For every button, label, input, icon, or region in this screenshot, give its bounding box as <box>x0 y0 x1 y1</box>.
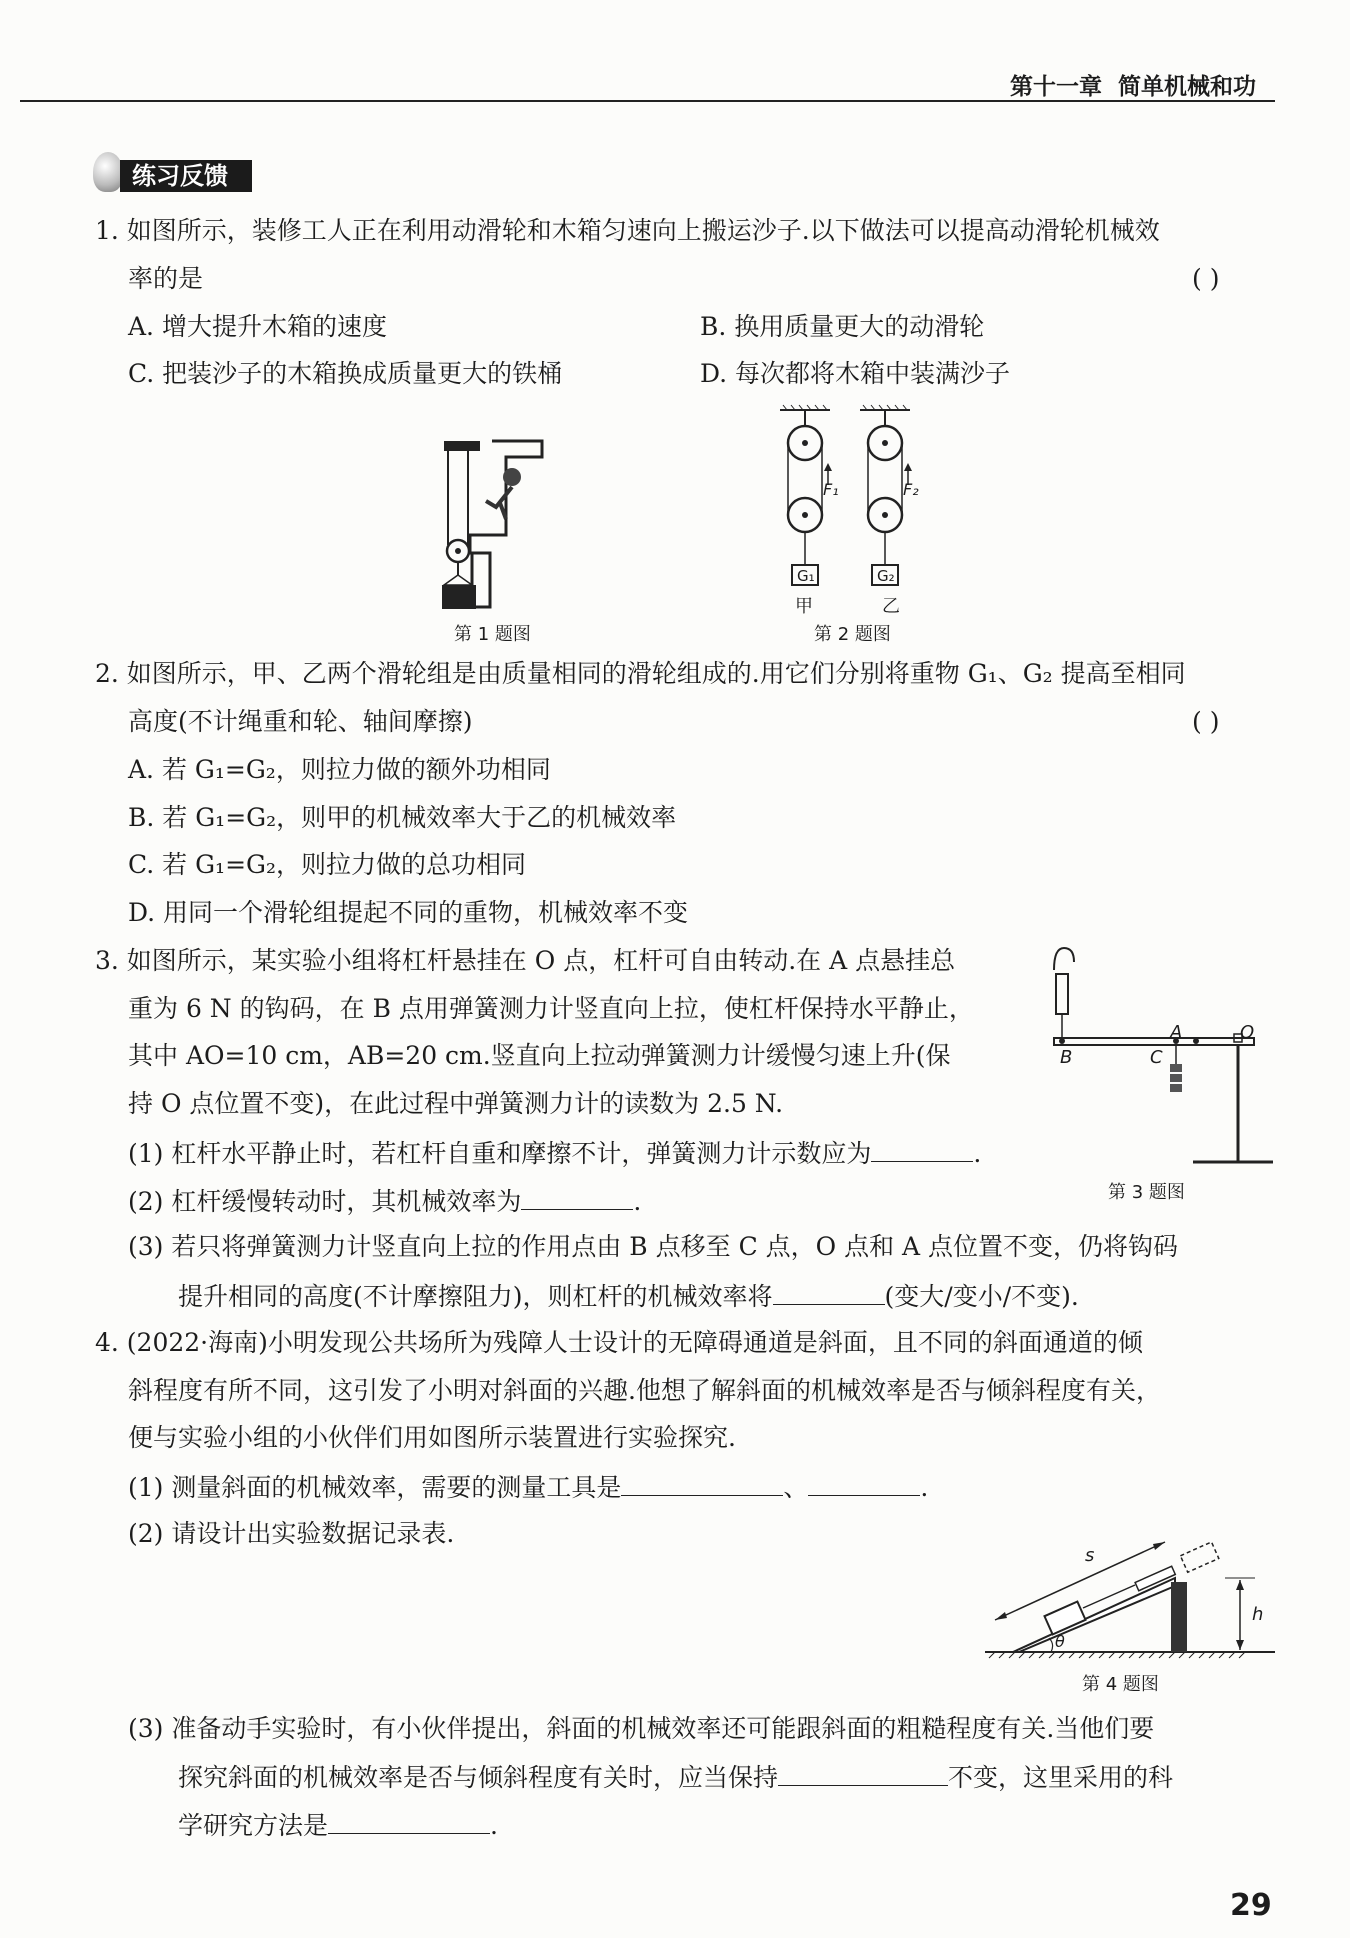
q3-sub1-text: (1) 杠杆水平静止时，若杠杆自重和摩擦不计，弹簧测力计示数应为 <box>128 1139 872 1168</box>
q3-line3: 其中 AO=10 cm，AB=20 cm.竖直向上拉动弹簧测力计缓慢匀速上升(保 <box>128 1041 951 1070</box>
q3-sub2 <box>128 1187 641 1214</box>
q1-line1: 1. 如图所示，装修工人正在利用动滑轮和木箱匀速向上搬运沙子.以下做法可以提高动滑轮机械效 <box>95 216 1160 245</box>
q2-line1: 2. 如图所示，甲、乙两个滑轮组是由质量相同的滑轮组成的.用它们分别将重物 G₁、G₂ 提高至相同 <box>95 659 1186 688</box>
q2-line2: 高度(不计绳重和轮、轴间摩擦) <box>128 707 473 736</box>
fig3-label-B: B <box>1060 1047 1073 1068</box>
q4-sub1-period: . <box>920 1473 929 1502</box>
q2-option-c: C. 若 G₁=G₂，则拉力做的总功相同 <box>128 850 527 879</box>
fig3-caption: 第 3 题图 <box>1108 1182 1185 1203</box>
q4-sub1-blank2[interactable] <box>808 1473 920 1496</box>
q4-sub3-period: . <box>490 1811 498 1840</box>
fig3-lever-apparatus <box>1048 940 1278 1170</box>
fig2-label-f2: F₂ <box>903 480 919 499</box>
page-number: 29 <box>1230 1888 1272 1923</box>
q4-line2: 斜程度有所不同，这引发了小明对斜面的兴趣.他想了解斜面的机械效率是否与倾斜程度有关， <box>128 1376 1161 1405</box>
q4-sub1-text: (1) 测量斜面的机械效率，需要的测量工具是 <box>128 1473 622 1502</box>
q4-sub3-blank1[interactable] <box>778 1763 948 1786</box>
q4-sub3-blank2[interactable] <box>328 1811 490 1834</box>
q1-answer-paren: ( ) <box>1192 264 1220 293</box>
fig2-caption: 第 2 题图 <box>814 624 891 645</box>
q3-sub2-period: . <box>633 1187 642 1216</box>
q4-sub3-line1: (3) 准备动手实验时，有小伙伴提出，斜面的机械效率还可能跟斜面的粗糙程度有关.当他们要 <box>128 1714 1155 1743</box>
fig3-label-A: A <box>1170 1022 1183 1043</box>
q1-option-b: B. 换用质量更大的动滑轮 <box>700 312 985 341</box>
q3-line2: 重为 6 N 的钩码，在 B 点用弹簧测力计竖直向上拉，使杠杆保持水平静止， <box>128 994 974 1023</box>
q4-sub3-method-text: 学研究方法是 <box>178 1811 329 1840</box>
q3-sub1-blank[interactable] <box>871 1139 973 1162</box>
q2-option-d: D. 用同一个滑轮组提起不同的重物，机械效率不变 <box>128 898 689 927</box>
fig4-incline-apparatus <box>985 1518 1275 1668</box>
q4-sub3-text: 探究斜面的机械效率是否与倾斜程度有关时，应当保持 <box>178 1763 779 1792</box>
q4-line1: 4. (2022·海南)小明发现公共场所为残障人士设计的无障碍通道是斜面，且不同的斜面通道的倾 <box>95 1328 1143 1357</box>
q4-sub1-blank1[interactable] <box>621 1473 783 1496</box>
fig1-pulley-illustration <box>440 435 550 610</box>
fig3-label-C: C <box>1150 1047 1163 1068</box>
q3-sub2-text: (2) 杠杆缓慢转动时，其机械效率为 <box>128 1187 522 1216</box>
q4-sub3-line2 <box>178 1763 1173 1790</box>
fig4-label-h: h <box>1252 1604 1264 1625</box>
q3-sub3-options: (变大/变小/不变). <box>884 1282 1079 1311</box>
q3-sub3-line2 <box>178 1282 1079 1309</box>
q4-sub3-cont: 不变，这里采用的科 <box>948 1763 1174 1792</box>
q3-sub3-line1: (3) 若只将弹簧测力计竖直向上拉的作用点由 B 点移至 C 点，O 点和 A 点位置不变，仍将钩码 <box>128 1232 1179 1261</box>
q4-sub1 <box>128 1473 928 1500</box>
fig3-label-O: O <box>1240 1022 1255 1043</box>
q3-sub3-text: 提升相同的高度(不计摩擦阻力)，则杠杆的机械效率将 <box>178 1282 773 1311</box>
q1-option-c: C. 把装沙子的木箱换成质量更大的铁桶 <box>128 359 563 388</box>
fig4-label-theta: θ <box>1055 1632 1065 1651</box>
fig2-label-g1: G₁ <box>797 567 815 585</box>
q4-sub1-sep: 、 <box>783 1473 809 1502</box>
q4-line3: 便与实验小组的小伙伴们用如图所示装置进行实验探究. <box>128 1423 736 1452</box>
q3-sub1 <box>128 1139 981 1166</box>
q3-sub3-blank[interactable] <box>773 1282 885 1305</box>
fig1-caption: 第 1 题图 <box>454 624 531 645</box>
fig2-label-right: 乙 <box>882 596 900 617</box>
q2-option-b: B. 若 G₁=G₂，则甲的机械效率大于乙的机械效率 <box>128 803 677 832</box>
q2-option-a: A. 若 G₁=G₂，则拉力做的额外功相同 <box>128 755 551 784</box>
header-rule <box>20 100 1275 102</box>
q3-sub1-period: . <box>973 1139 982 1168</box>
fig4-label-s: s <box>1085 1545 1095 1566</box>
section-badge: 练习反馈 <box>120 160 252 192</box>
q4-sub3-line3 <box>178 1811 498 1838</box>
q3-line4: 持 O 点位置不变)，在此过程中弹簧测力计的读数为 2.5 N. <box>128 1089 784 1118</box>
fig2-label-left: 甲 <box>795 596 813 617</box>
q1-line2: 率的是 <box>128 264 204 293</box>
q3-line1: 3. 如图所示，某实验小组将杠杆悬挂在 O 点，杠杆可自由转动.在 A 点悬挂总 <box>95 946 956 975</box>
fig2-label-g2: G₂ <box>877 567 895 585</box>
q2-answer-paren: ( ) <box>1192 707 1220 736</box>
fig2-label-f1: F₁ <box>823 480 839 499</box>
q1-option-d: D. 每次都将木箱中装满沙子 <box>700 359 1011 388</box>
lightbulb-icon <box>93 152 123 192</box>
fig4-caption: 第 4 题图 <box>1082 1674 1159 1695</box>
q1-option-a: A. 增大提升木箱的速度 <box>128 312 387 341</box>
chapter-header <box>1010 68 1256 101</box>
q3-sub2-blank[interactable] <box>521 1187 633 1210</box>
chapter-number: 第十一章 <box>1010 74 1102 100</box>
chapter-title: 简单机械和功 <box>1118 74 1257 100</box>
q4-sub2: (2) 请设计出实验数据记录表. <box>128 1519 455 1548</box>
